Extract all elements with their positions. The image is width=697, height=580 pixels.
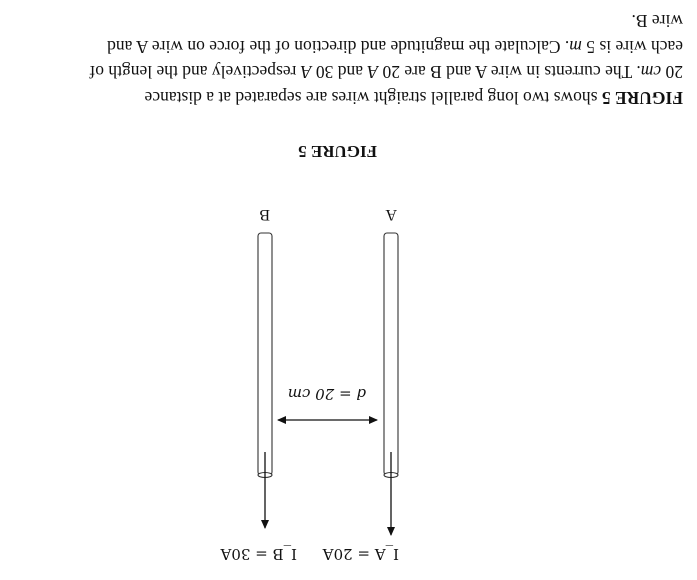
figure-caption: FIGURE 5 (298, 142, 377, 161)
text: shows two long parallel straight wires are separated at a distance (144, 88, 602, 108)
current-b-label: I_B = 30A (220, 545, 297, 563)
current-a-label: I_A = 20A (322, 545, 399, 563)
question-line-3 (73, 34, 683, 60)
figure-reference: FIGURE 5 (601, 88, 683, 108)
question-line-4: wire B. (631, 11, 683, 32)
text: . Calculate the magnitude and direction of the force on wire A and (107, 37, 570, 57)
text: . The currents in wire A and B are 20 (378, 62, 641, 83)
question-line-2 (73, 59, 683, 85)
question-line-1 (73, 85, 683, 111)
text: respectively and the length of (89, 62, 301, 83)
wire-a (384, 233, 398, 478)
text: 20 (661, 62, 683, 83)
question-text (73, 8, 683, 110)
unit: m (569, 37, 582, 57)
wire-a-label: A (385, 206, 397, 223)
unit: A (300, 62, 312, 83)
wire-b (258, 233, 272, 478)
unit: cm (640, 62, 662, 83)
text: each wire is 5 (581, 37, 683, 57)
distance-label: d = 20 cm (287, 385, 366, 403)
wire-b-label: B (259, 206, 270, 223)
text: and 30 (311, 62, 368, 83)
unit: A (367, 62, 379, 83)
